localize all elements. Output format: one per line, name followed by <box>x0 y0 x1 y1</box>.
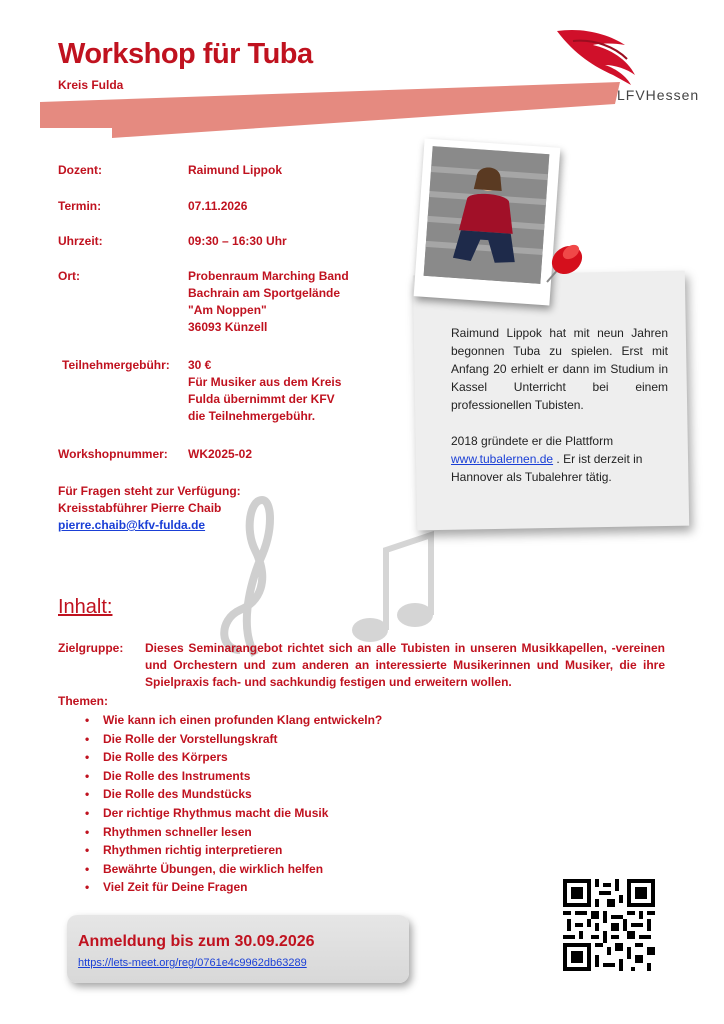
contact-block <box>58 483 241 534</box>
ort-line: Bachrain am Sportgelände <box>188 286 341 300</box>
list-item: • Wie kann ich einen profunden Klang entwickeln? <box>80 711 382 730</box>
registration-title: Anmeldung bis zum 30.09.2026 <box>78 933 315 950</box>
qr-code-icon[interactable] <box>563 879 655 971</box>
detail-label-ort: Ort: <box>58 269 80 283</box>
gebuehr-line: Fulda übernimmt der KFV <box>188 392 335 406</box>
bio-text-part: . Er ist derzeit in Hannover als Tubalehrer tätig. <box>451 452 643 484</box>
detail-label-workshopnummer: Workshopnummer: <box>58 447 168 461</box>
page-title: Workshop für Tuba <box>58 38 313 70</box>
themen-list <box>80 711 382 897</box>
contact-line: Für Fragen steht zur Verfügung: <box>58 484 241 498</box>
detail-label-gebuehr: Teilnehmergebühr: <box>62 358 170 372</box>
list-item: • Rhythmen richtig interpretieren <box>80 841 382 860</box>
list-item: • Die Rolle der Vorstellungskraft <box>80 730 382 749</box>
bio-text-part: 2018 gründete er die Plattform <box>451 434 614 448</box>
bio-paragraph <box>451 432 668 486</box>
lecturer-photo-icon <box>424 146 550 284</box>
themen-label: Themen: <box>58 694 109 708</box>
list-item: • Bewährte Übungen, die wirklich helfen <box>80 860 382 879</box>
contact-email-link[interactable]: pierre.chaib@kfv-fulda.de <box>58 518 206 532</box>
page-subtitle: Kreis Fulda <box>58 78 124 92</box>
content-heading: Inhalt: <box>58 596 113 618</box>
gebuehr-line: 30 € <box>188 358 212 372</box>
detail-value-dozent: Raimund Lippok <box>188 163 282 177</box>
list-item: • Die Rolle des Körpers <box>80 748 382 767</box>
detail-value-ort <box>188 268 349 336</box>
bio-paragraph: Raimund Lippok hat mit neun Jahren begonnen Tuba zu spielen. Erst mit Anfang 20 erhielt er dann im Studium in Kassel Unterricht bei einem professionellen Tubisten. <box>451 326 668 412</box>
gebuehr-line: Für Musiker aus dem Kreis <box>188 375 342 389</box>
bio-text <box>451 324 668 504</box>
push-pin-icon <box>537 238 587 290</box>
logo-text: LFVHessen <box>617 87 700 103</box>
ort-line: 36093 Künzell <box>188 320 268 334</box>
list-item: • Rhythmen schneller lesen <box>80 823 382 842</box>
zielgruppe-label: Zielgruppe: <box>58 641 124 655</box>
tubalernen-link[interactable]: www.tubalernen.de <box>451 452 554 466</box>
zielgruppe-text: Dieses Seminarangebot richtet sich an alle Tubisten in unseren Musikkapellen, -vereinen und Orchestern und zum anderen an interessierte Musikerinnen und Musiker, die ihre Spielpraxis fach- und sachkundig festigen und erweitern wollen. <box>145 641 665 689</box>
list-item: • Der richtige Rhythmus macht die Musik <box>80 804 382 823</box>
detail-value-workshopnummer: WK2025-02 <box>188 447 253 461</box>
list-item: • Die Rolle des Instruments <box>80 767 382 786</box>
detail-label-uhrzeit: Uhrzeit: <box>58 234 103 248</box>
detail-value-gebuehr <box>188 357 341 425</box>
lecturer-photo <box>424 146 550 284</box>
detail-label-dozent: Dozent: <box>58 163 102 177</box>
list-item: • Die Rolle des Mundstücks <box>80 785 382 804</box>
detail-value-uhrzeit: 09:30 – 16:30 Uhr <box>188 234 287 248</box>
detail-label-termin: Termin: <box>58 199 102 213</box>
detail-value-termin: 07.11.2026 <box>188 199 248 213</box>
list-item: • Viel Zeit für Deine Fragen <box>80 878 382 897</box>
gebuehr-line: die Teilnehmergebühr. <box>188 409 316 423</box>
ort-line: "Am Noppen" <box>188 303 267 317</box>
contact-line: Kreisstabführer Pierre Chaib <box>58 501 222 515</box>
registration-link[interactable]: https://lets-meet.org/reg/0761e4c9962db63289 <box>78 957 307 969</box>
ort-line: Probenraum Marching Band <box>188 269 349 283</box>
